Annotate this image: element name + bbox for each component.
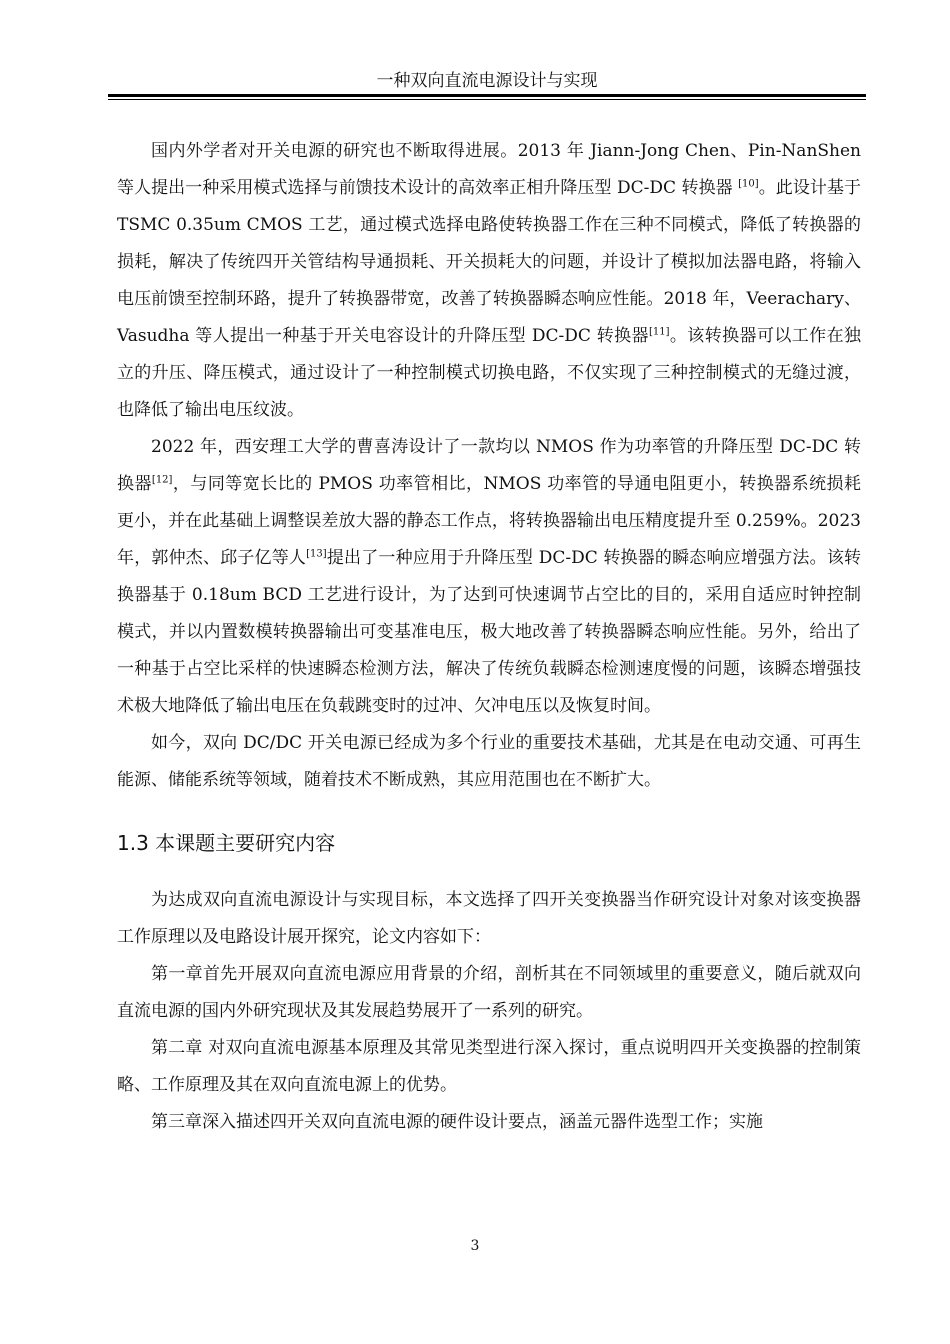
header-rule-thin [108,99,866,100]
paragraph-research-goal: 为达成双向直流电源设计与实现目标，本文选择了四开关变换器当作研究设计对象对该变换器工作原理以及电路设计展开探究，论文内容如下： [117,890,861,947]
paragraph-domestic-research: 2022 年，西安理工大学的曹喜涛设计了一款均以 NMOS 作为功率管的升降压型 DC-DC 转换器[12]，与同等宽长比的 PMOS 功率管相比，NMOS 功率管的导通电阻更小，转换器系统损耗更小，并在此基础上调整误差放大器的静态工作点，将转换器输出电压精度提升至 0.259%。2023 年，郭仲杰、邱子亿等人[13]提出了一种应用于升降压型 DC-DC 转换器的瞬态响应增强方法。该转换器基于 0.18um BCD 工艺进行设计，为了达到可快速调节占空比的目的，采用自适应时钟控制模式，并以内置数模转换器输出可变基准电压，极大地改善了转换器瞬态响应性能。另外，给出了一种基于占空比采样的快速瞬态检测方法，解决了传统负载瞬态检测速度慢的问题，该瞬态增强技术极大地降低了输出电压在负载跳变时的过冲、欠冲电压以及恢复时间。 [117,437,862,716]
paragraph-chapter-2: 第二章 对双向直流电源基本原理及其常见类型进行深入探讨，重点说明四开关变换器的控制策略、工作原理及其在双向直流电源上的优势。 [117,1038,861,1095]
page-body [117,133,861,1141]
header-rule-thick [108,94,866,97]
paragraph-chapter-1: 第一章首先开展双向直流电源应用背景的介绍，剖析其在不同领域里的重要意义，随后就双向直流电源的国内外研究现状及其发展趋势展开了一系列的研究。 [117,964,861,1021]
citation: [10] [738,178,759,190]
paragraph-research-progress: 国内外学者对开关电源的研究也不断取得进展。2013 年 Jiann-Jong Chen、Pin-NanShen 等人提出一种采用模式选择与前馈技术设计的高效率正相升降压型 DC-DC 转换器 [10]。此设计基于 TSMC 0.35um CMOS 工艺，通过模式选择电路使转换器工作在三种不同模式，降低了转换器的损耗，解决了传统四开关管结构导通损耗、开关损耗大的问题，并设计了模拟加法器电路，将输入电压前馈至控制环路，提升了转换器带宽，改善了转换器瞬态响应性能。2018 年，Veerachary、Vasudha 等人提出一种基于开关电容设计的升降压型 DC-DC 转换器[11]。该转换器可以工作在独立的升压、降压模式，通过设计了一种控制模式切换电路，不仅实现了三种控制模式的无缝过渡，也降低了输出电压纹波。 [117,141,861,420]
paragraph-current-status: 如今，双向 DC/DC 开关电源已经成为多个行业的重要技术基础，尤其是在电动交通、可再生能源、储能系统等领域，随着技术不断成熟，其应用范围也在不断扩大。 [117,733,861,790]
citation: [13] [306,548,327,560]
paragraph-chapter-3: 第三章深入描述四开关双向直流电源的硬件设计要点，涵盖元器件选型工作；实施 [151,1112,763,1132]
citation: [12] [151,474,173,486]
running-header: 一种双向直流电源设计与实现 [376,71,598,91]
citation: [11] [648,326,670,338]
page-number: 3 [470,1238,480,1254]
section-heading: 1.3 本课题主要研究内容 [117,831,336,855]
